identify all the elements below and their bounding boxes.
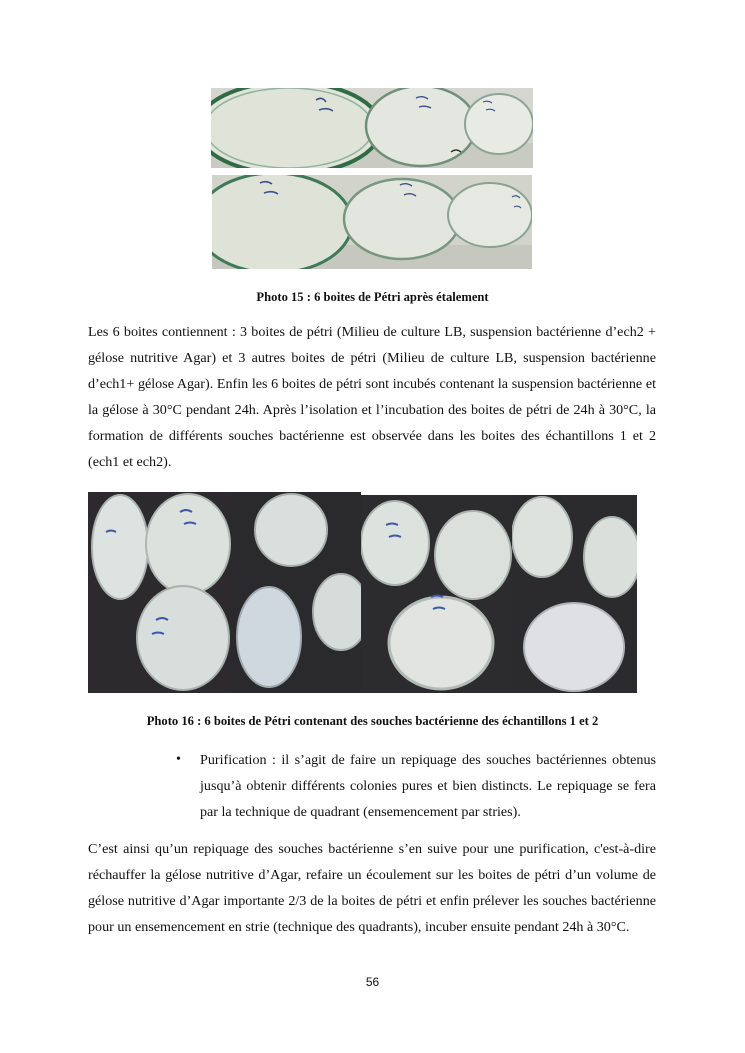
photo-16-panel-1 (88, 492, 231, 693)
photo-15-caption: Photo 15 : 6 boites de Pétri après étalement (256, 290, 489, 304)
page-number: 56 (365, 975, 380, 989)
photo-15-top-image (211, 88, 533, 168)
photo-16-panel-4 (512, 495, 637, 693)
paragraph-2: C’est ainsi qu’un repiquage des souches bactérienne s’en suive pour une purification, c'est-à-dire réchauffer la gélose nutritive d’Agar, refaire un écoulement sur les boites de pétri d’un volume de gélose nutritive d’Agar importante 2/3 de la boites de pétri et enfin prélever les souches bactérienne pour un ensemencement en strie (technique des quadrants), incuber ensuite pendant 24h à 30°C. (88, 841, 656, 935)
photo-15-bottom-image (212, 175, 532, 269)
photo-16-panel-2 (231, 492, 361, 693)
bullet-marker: • (176, 752, 181, 767)
photo-16-panel-3 (361, 495, 512, 693)
bullet-purification: Purification : il s’agit de faire un repiquage des souches bactériennes obtenus jusqu’à obtenir différents colonies pures et bien distincts. Le repiquage se fera par la technique de quadrant (ensemencement par stries). (200, 752, 656, 820)
photo-16-caption: Photo 16 : 6 boites de Pétri contenant des souches bactérienne des échantillons 1 et 2 (146, 714, 599, 728)
paragraph-1: Les 6 boites contiennent : 3 boites de pétri (Milieu de culture LB, suspension bactérienne d’ech2 + gélose nutritive Agar) et 3 autres boites de pétri (Milieu de culture LB, suspension bactérienne d’ech1+ gélose Agar). Enfin les 6 boites de pétri sont incubés contenant la suspension bactérienne et la gélose à 30°C pendant 24h. Après l’isolation et l’incubation des boites de pétri de 24h à 30°C, la formation de différents souches bactérienne est observée dans les boites des échantillons 1 et 2 (ech1 et ech2). (88, 324, 656, 470)
